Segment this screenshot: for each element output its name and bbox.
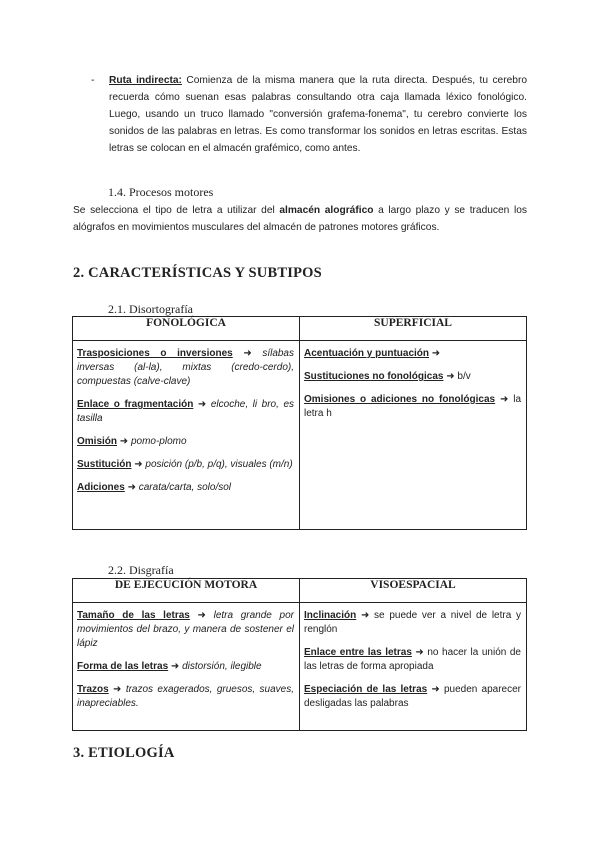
arrow-icon: ➜ xyxy=(168,661,183,672)
header-visoespacial: VISOESPACIAL xyxy=(300,579,527,603)
arrow-icon: ➜ xyxy=(443,371,458,382)
table-item xyxy=(304,393,521,421)
table-item xyxy=(77,347,294,389)
table-item xyxy=(304,609,521,637)
item-description: carata/carta, solo/sol xyxy=(138,482,231,493)
item-label: Especiación de las letras xyxy=(304,684,428,695)
table-item xyxy=(77,660,294,674)
heading-1-4: 1.4. Procesos motores xyxy=(108,185,214,199)
item-label: Trazos xyxy=(77,684,109,695)
item-description: no hacer la unión de las letras de forma apropiada xyxy=(304,647,521,672)
item-label: Tamaño de las letras xyxy=(77,610,190,621)
item-label: Forma de las letras xyxy=(77,661,169,672)
item-description: elcoche, li bro, es tasilla xyxy=(77,399,295,424)
item-description: letra grande por movimientos del brazo, y manera de sostener el lápiz xyxy=(77,610,294,649)
pm-text-before: Se selecciona el tipo de letra a utilizar del xyxy=(73,205,280,216)
item-description: posición (p/b, p/q), visuales (m/n) xyxy=(145,459,293,470)
item-description: se puede ver a nivel de letra y renglón xyxy=(304,610,521,635)
arrow-icon: ➜ xyxy=(189,610,214,621)
table-item xyxy=(77,683,294,711)
fonologica-cell xyxy=(73,341,300,530)
table-item xyxy=(77,398,294,426)
table-item xyxy=(304,683,521,711)
ruta-indirecta-text: Comienza de la misma manera que la ruta directa. Después, tu cerebro recuerda cómo suenan esas palabras consultando otra caja llamada léxico fonológico. Luego, usando un truco llamado "conversión grafema-fonema", tu cerebro convierte los sonidos de las palabras en letras. Es como transformar los sonidos en letras escritas. Estas letras se colocan en el almacén grafémico, como antes. xyxy=(109,75,528,154)
arrow-icon: ➜ xyxy=(232,348,263,359)
item-description: la letra h xyxy=(304,394,522,419)
table-item xyxy=(77,481,294,495)
item-label: Omisiones o adiciones no fonológicas xyxy=(304,394,496,405)
item-label: Omisión xyxy=(77,436,118,447)
arrow-icon: ➜ xyxy=(495,394,514,405)
item-label: Adiciones xyxy=(77,482,125,493)
ruta-indirecta-label: Ruta indirecta: xyxy=(109,75,182,86)
arrow-icon: ➜ xyxy=(131,459,146,470)
item-description: pueden aparecer desligadas las palabras xyxy=(304,684,521,709)
table-item xyxy=(77,435,294,449)
item-label: Enlace entre las letras xyxy=(304,647,412,658)
item-label: Acentuación y puntuación xyxy=(304,348,430,359)
bullet-dash: - xyxy=(91,74,95,86)
table-item xyxy=(77,458,294,472)
header-superficial: SUPERFICIAL xyxy=(300,317,527,341)
visoespacial-cell xyxy=(300,603,527,731)
item-description: pomo-plomo xyxy=(130,436,187,447)
header-fonologica: FONOLÓGICA xyxy=(73,317,300,341)
arrow-icon: ➜ xyxy=(117,436,131,447)
item-description: distorsión, ilegible xyxy=(182,661,262,672)
item-label: Enlace o fragmentación xyxy=(77,399,194,410)
heading-2-2: 2.2. Disgrafía xyxy=(108,563,174,577)
heading-section-3: 3. ETIOLOGÍA xyxy=(73,745,175,761)
item-label: Sustitución xyxy=(77,459,132,470)
item-description: sílabas inversas (al-la), mixtas (credo-cerdo), compuestas (calve-clave) xyxy=(77,348,294,387)
disgrafia-table xyxy=(72,578,527,731)
disortografia-table xyxy=(72,316,527,530)
superficial-cell xyxy=(300,341,527,530)
table-item xyxy=(304,646,521,674)
heading-2-1: 2.1. Disortografía xyxy=(108,302,193,316)
table-item xyxy=(304,370,521,384)
ejecucion-motora-cell xyxy=(73,603,300,731)
arrow-icon: ➜ xyxy=(356,610,375,621)
arrow-icon: ➜ xyxy=(193,399,211,410)
heading-section-2: 2. CARACTERÍSTICAS Y SUBTIPOS xyxy=(73,265,322,281)
ruta-indirecta-paragraph xyxy=(109,72,527,157)
arrow-icon: ➜ xyxy=(429,348,441,359)
table-item xyxy=(77,609,294,651)
item-description: trazos exagerados, gruesos, suaves, inapreciables. xyxy=(77,684,294,709)
procesos-motores-paragraph xyxy=(73,202,527,236)
item-label: Inclinación xyxy=(304,610,357,621)
item-label: Sustituciones no fonológicas xyxy=(304,371,444,382)
header-ejecucion-motora: DE EJECUCIÓN MOTORA xyxy=(73,579,300,603)
arrow-icon: ➜ xyxy=(411,647,428,658)
table-item xyxy=(304,347,521,361)
pm-text-after: a largo plazo y se traducen los alógrafos en movimientos musculares del almacén de patrones motores gráficos. xyxy=(73,205,527,233)
arrow-icon: ➜ xyxy=(124,482,139,493)
item-label: Trasposiciones o inversiones xyxy=(77,348,233,359)
pm-text-bold: almacén alográfico xyxy=(279,205,374,216)
arrow-icon: ➜ xyxy=(427,684,444,695)
item-description: b/v xyxy=(457,371,471,382)
arrow-icon: ➜ xyxy=(108,684,126,695)
